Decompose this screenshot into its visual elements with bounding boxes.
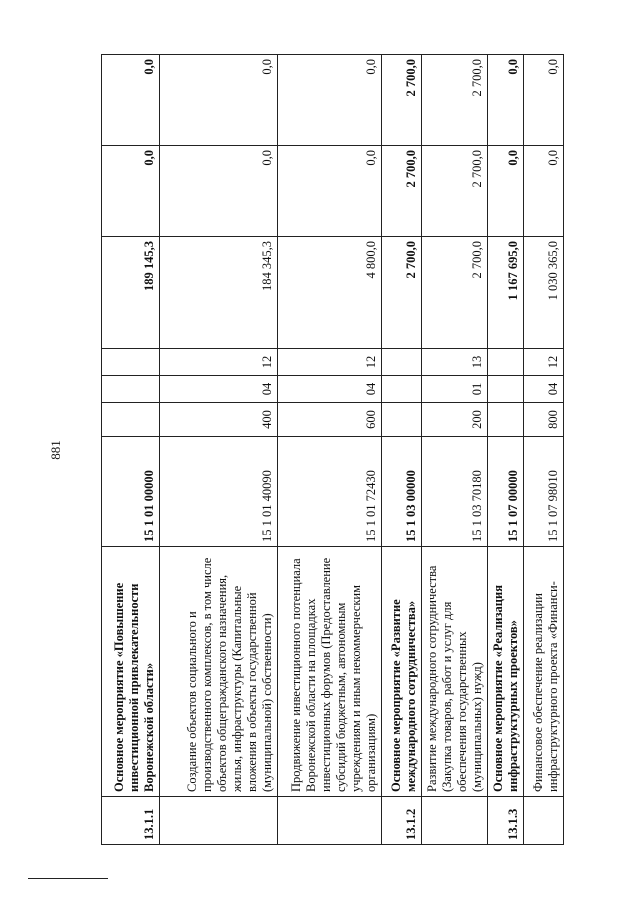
- row-vr: [382, 403, 422, 437]
- row-value-1: 1 167 695,0: [488, 237, 524, 349]
- row-number: 13.1.2: [382, 797, 422, 845]
- row-vr: [488, 403, 524, 437]
- page-number: 881: [48, 440, 63, 460]
- table-row-main: [488, 55, 524, 845]
- row-vr: 600: [278, 403, 382, 437]
- row-value-3: 2 700,0: [382, 55, 422, 146]
- row-rz: 01: [422, 376, 488, 403]
- row-pr: [102, 349, 160, 376]
- row-value-1: 2 700,0: [422, 237, 488, 349]
- row-number: [524, 797, 564, 845]
- row-value-2: 0,0: [160, 146, 278, 237]
- row-value-1: 189 145,3: [102, 237, 160, 349]
- table-row-main: [102, 55, 160, 845]
- row-code: 15 1 07 00000: [488, 437, 524, 547]
- row-code: 15 1 03 70180: [422, 437, 488, 547]
- row-code: 15 1 01 72430: [278, 437, 382, 547]
- row-value-3: 0,0: [102, 55, 160, 146]
- row-pr: [488, 349, 524, 376]
- row-description: Основное мероприятие «Реализация инфраструктурных проектов»: [488, 547, 524, 797]
- row-value-3: 0,0: [278, 55, 382, 146]
- row-value-2: 0,0: [278, 146, 382, 237]
- row-description: Финансовое обеспечение реализации инфраструктурного проекта «Финанси-: [524, 547, 564, 797]
- row-value-2: 0,0: [102, 146, 160, 237]
- row-code: 15 1 03 00000: [382, 437, 422, 547]
- row-rz: [488, 376, 524, 403]
- row-code: 15 1 01 00000: [102, 437, 160, 547]
- row-number: [278, 797, 382, 845]
- table-row: [524, 55, 564, 845]
- row-pr: 13: [422, 349, 488, 376]
- row-code: 15 1 01 40090: [160, 437, 278, 547]
- row-vr: 400: [160, 403, 278, 437]
- table-row-main: [382, 55, 422, 845]
- row-vr: 200: [422, 403, 488, 437]
- row-description: Развитие международного сотрудничества (Закупка товаров, работ и услуг для обеспечения государственных (муниципальных) нужд): [422, 547, 488, 797]
- row-pr: 12: [160, 349, 278, 376]
- row-value-1: 184 345,3: [160, 237, 278, 349]
- row-pr: [382, 349, 422, 376]
- budget-table: [101, 54, 564, 845]
- table-row: [422, 55, 488, 845]
- row-value-3: 0,0: [160, 55, 278, 146]
- row-pr: 12: [524, 349, 564, 376]
- row-code: 15 1 07 98010: [524, 437, 564, 547]
- row-value-1: 4 800,0: [278, 237, 382, 349]
- row-value-2: 0,0: [524, 146, 564, 237]
- rotated-page-content: [101, 55, 566, 845]
- row-number: [422, 797, 488, 845]
- row-value-1: 2 700,0: [382, 237, 422, 349]
- row-number: [160, 797, 278, 845]
- row-value-3: 2 700,0: [422, 55, 488, 146]
- row-value-2: 2 700,0: [422, 146, 488, 237]
- row-rz: [102, 376, 160, 403]
- row-vr: [102, 403, 160, 437]
- row-value-3: 0,0: [524, 55, 564, 146]
- row-pr: 12: [278, 349, 382, 376]
- row-description: Продвижение инвестиционного потенциала Воронежской области на площадках инвестиционных форумов (Предоставление субсидий бюджетным, автономным учреждениям и иным некоммерческим организациям): [278, 547, 382, 797]
- row-number: 13.1.1: [102, 797, 160, 845]
- row-value-1: 1 030 365,0: [524, 237, 564, 349]
- row-vr: 800: [524, 403, 564, 437]
- row-rz: 04: [524, 376, 564, 403]
- row-value-3: 0,0: [488, 55, 524, 146]
- row-description: Основное мероприятие «Развитие международного сотрудничества»: [382, 547, 422, 797]
- row-rz: 04: [160, 376, 278, 403]
- row-value-2: 0,0: [488, 146, 524, 237]
- row-rz: [382, 376, 422, 403]
- row-number: 13.1.3: [488, 797, 524, 845]
- table-row: [278, 55, 382, 845]
- footer-rule: [28, 878, 108, 879]
- row-rz: 04: [278, 376, 382, 403]
- table-row: [160, 55, 278, 845]
- row-value-2: 2 700,0: [382, 146, 422, 237]
- row-description: Основное мероприятие «Повышение инвестиционной привлекательности Воронежской области»: [102, 547, 160, 797]
- row-description: Создание объектов социального и производственного комплексов, в том числе объектов общегражданского назначения, жилья, инфраструктуры (Капитальные вложения в объекты государственной (муниципальной) собственности): [160, 547, 278, 797]
